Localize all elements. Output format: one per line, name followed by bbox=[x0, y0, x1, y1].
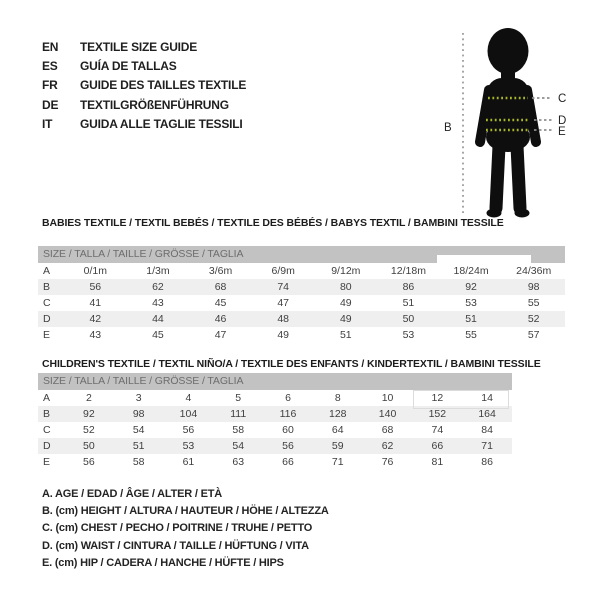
language-title: GUIDA ALLE TAGLIE TESSILI bbox=[80, 117, 243, 132]
legend-age: A. AGE / EDAD / ÂGE / ALTER / ETÀ bbox=[42, 488, 223, 500]
table-cell: 56 bbox=[83, 456, 95, 468]
table-cell: 47 bbox=[214, 329, 227, 341]
figure-label-waist: D bbox=[558, 115, 567, 127]
table-cell: 55 bbox=[527, 297, 540, 309]
table-cell: 53 bbox=[182, 440, 195, 452]
child-measurement-figure bbox=[430, 8, 600, 223]
table-cell: 56 bbox=[182, 424, 195, 436]
table-cell: 6/9m bbox=[271, 265, 295, 277]
table-row bbox=[38, 422, 512, 438]
language-row bbox=[42, 76, 246, 95]
table-cell: 45 bbox=[214, 297, 227, 309]
table-cell: 10 bbox=[381, 392, 394, 404]
table-cell: 14 bbox=[481, 392, 493, 404]
language-title: GUIDE DES TAILLES TEXTILE bbox=[80, 78, 247, 93]
table-cell: 5 bbox=[235, 392, 242, 404]
table-cell: 58 bbox=[232, 424, 245, 436]
table-cell: 12 bbox=[431, 392, 444, 404]
table-cell: 98 bbox=[527, 281, 540, 293]
legend-hip: E. (cm) HIP / CADERA / HANCHE / HÜFTE / HIPS bbox=[42, 556, 284, 569]
table-cell: 49 bbox=[339, 313, 352, 325]
table-row bbox=[38, 263, 565, 279]
row-label: D bbox=[43, 313, 51, 325]
language-code: ES bbox=[42, 59, 58, 74]
table-cell: 81 bbox=[431, 456, 444, 468]
table-cell: 8 bbox=[334, 392, 341, 404]
table-cell: 63 bbox=[232, 456, 245, 468]
table-cell: 50 bbox=[83, 440, 95, 452]
table-cell: 4 bbox=[185, 392, 192, 404]
table-cell: 62 bbox=[381, 440, 394, 452]
babies-size-header-bar bbox=[38, 246, 565, 263]
size-header-label: SIZE / TALLA / TAILLE / GRÖSSE / TAGLIA bbox=[43, 375, 244, 387]
table-cell: 66 bbox=[282, 456, 294, 468]
table-cell: 71 bbox=[331, 456, 344, 468]
language-code: IT bbox=[42, 117, 53, 132]
table-cell: 54 bbox=[232, 440, 245, 452]
table-cell: 92 bbox=[83, 408, 95, 420]
children-size-header-bar bbox=[38, 373, 512, 390]
table-cell: 68 bbox=[381, 424, 394, 436]
row-label: E bbox=[43, 456, 51, 468]
figure-label-hip: E bbox=[558, 126, 566, 138]
table-cell: 49 bbox=[339, 297, 352, 309]
table-cell: 49 bbox=[277, 329, 290, 341]
table-cell: 62 bbox=[152, 281, 164, 293]
table-cell: 53 bbox=[402, 329, 415, 341]
row-label: A bbox=[43, 265, 51, 277]
language-row bbox=[42, 95, 246, 114]
table-cell: 164 bbox=[478, 408, 496, 420]
measurement-legend bbox=[42, 486, 329, 572]
table-cell: 116 bbox=[279, 408, 297, 420]
table-cell: 55 bbox=[465, 329, 477, 341]
language-code: EN bbox=[42, 39, 59, 54]
language-row bbox=[42, 56, 246, 75]
table-cell: 51 bbox=[402, 297, 415, 309]
child-silhouette-icon bbox=[430, 8, 600, 223]
table-cell: 53 bbox=[465, 297, 477, 309]
table-cell: 6 bbox=[285, 392, 291, 404]
table-cell: 104 bbox=[179, 408, 198, 420]
table-cell: 86 bbox=[481, 456, 493, 468]
table-cell: 2 bbox=[85, 392, 92, 404]
table-cell: 51 bbox=[339, 329, 352, 341]
table-cell: 86 bbox=[402, 281, 415, 293]
table-cell: 24/36m bbox=[516, 265, 552, 277]
figure-label-height: B bbox=[444, 122, 452, 134]
table-cell: 43 bbox=[152, 297, 164, 309]
children-size-table bbox=[38, 373, 512, 470]
language-code: FR bbox=[42, 78, 58, 93]
table-cell: 68 bbox=[214, 281, 227, 293]
table-cell: 76 bbox=[381, 456, 394, 468]
table-cell: 61 bbox=[182, 456, 195, 468]
table-cell: 1/3m bbox=[146, 265, 170, 277]
babies-size-table bbox=[38, 246, 565, 343]
table-cell: 46 bbox=[214, 313, 227, 325]
table-cell: 74 bbox=[431, 424, 444, 436]
table-cell: 3/6m bbox=[208, 265, 233, 277]
table-cell: 9/12m bbox=[331, 265, 361, 277]
babies-section-title: BABIES TEXTILE / TEXTIL BEBÉS / TEXTILE DES BÉBÉS / BABYS TEXTIL / BAMBINI TESSILE bbox=[42, 217, 504, 229]
language-title: TEXTILE SIZE GUIDE bbox=[80, 39, 198, 54]
language-code: DE bbox=[42, 97, 59, 112]
language-title: TEXTILGRÖßENFÜHRUNG bbox=[80, 97, 229, 112]
row-label: C bbox=[43, 424, 51, 436]
table-cell: 59 bbox=[331, 440, 344, 452]
table-row bbox=[38, 311, 565, 327]
row-label: B bbox=[43, 281, 51, 293]
silhouette-shape bbox=[480, 28, 536, 218]
language-title-list bbox=[42, 37, 246, 134]
table-cell: 60 bbox=[282, 424, 294, 436]
table-cell: 128 bbox=[329, 408, 347, 420]
table-cell: 71 bbox=[481, 440, 493, 452]
table-row bbox=[38, 454, 512, 470]
table-cell: 51 bbox=[465, 313, 477, 325]
table-cell: 0/1m bbox=[83, 265, 107, 277]
row-label: B bbox=[43, 408, 51, 420]
table-cell: 44 bbox=[152, 313, 164, 325]
table-row bbox=[38, 390, 512, 406]
table-cell: 57 bbox=[527, 329, 540, 341]
table-cell: 52 bbox=[527, 313, 540, 325]
row-label: A bbox=[43, 392, 51, 404]
table-cell: 12/18m bbox=[390, 265, 426, 277]
table-cell: 43 bbox=[89, 329, 102, 341]
row-label: D bbox=[43, 440, 51, 452]
table-cell: 80 bbox=[339, 281, 352, 293]
figure-label-chest: C bbox=[558, 93, 567, 105]
table-row bbox=[38, 438, 512, 454]
language-row bbox=[42, 115, 246, 134]
table-cell: 54 bbox=[132, 424, 145, 436]
table-cell: 152 bbox=[428, 408, 447, 420]
table-cell: 92 bbox=[465, 281, 477, 293]
table-cell: 50 bbox=[402, 313, 415, 325]
children-table-rows bbox=[38, 390, 512, 470]
table-cell: 48 bbox=[277, 313, 290, 325]
row-label: E bbox=[43, 329, 51, 341]
table-cell: 140 bbox=[378, 408, 397, 420]
table-cell: 58 bbox=[132, 456, 145, 468]
table-cell: 3 bbox=[135, 392, 142, 404]
children-section-title: CHILDREN'S TEXTILE / TEXTIL NIÑO/A / TEXTILE DES ENFANTS / KINDERTEXTIL / BAMBINI TESSILE bbox=[42, 358, 541, 370]
babies-table-rows bbox=[38, 263, 565, 343]
table-cell: 56 bbox=[282, 440, 294, 452]
table-cell: 111 bbox=[230, 408, 247, 420]
legend-height: B. (cm) HEIGHT / ALTURA / HAUTEUR / HÖHE / ALTEZZA bbox=[42, 505, 329, 518]
table-cell: 56 bbox=[89, 281, 102, 293]
header-bar-notch bbox=[437, 255, 531, 263]
table-cell: 41 bbox=[89, 297, 102, 309]
row-label: C bbox=[43, 297, 51, 309]
table-cell: 74 bbox=[277, 281, 290, 293]
language-title: GUÍA DE TALLAS bbox=[80, 59, 177, 74]
table-cell: 64 bbox=[331, 424, 344, 436]
table-cell: 51 bbox=[132, 440, 145, 452]
legend-chest: C. (cm) CHEST / PECHO / POITRINE / TRUHE / PETTO bbox=[42, 522, 313, 535]
table-row bbox=[38, 279, 565, 295]
table-cell: 66 bbox=[431, 440, 444, 452]
table-row bbox=[38, 406, 512, 422]
table-row bbox=[38, 327, 565, 343]
table-cell: 84 bbox=[481, 424, 493, 436]
table-cell: 18/24m bbox=[453, 265, 489, 277]
table-cell: 47 bbox=[277, 297, 290, 309]
table-cell: 52 bbox=[83, 424, 95, 436]
legend-waist: D. (cm) WAIST / CINTURA / TAILLE / HÜFTUNG / VITA bbox=[42, 539, 309, 552]
table-cell: 45 bbox=[152, 329, 164, 341]
size-header-label: SIZE / TALLA / TAILLE / GRÖSSE / TAGLIA bbox=[43, 248, 244, 260]
table-cell: 98 bbox=[132, 408, 145, 420]
table-row bbox=[38, 295, 565, 311]
table-cell: 42 bbox=[89, 313, 102, 325]
language-row bbox=[42, 37, 246, 56]
